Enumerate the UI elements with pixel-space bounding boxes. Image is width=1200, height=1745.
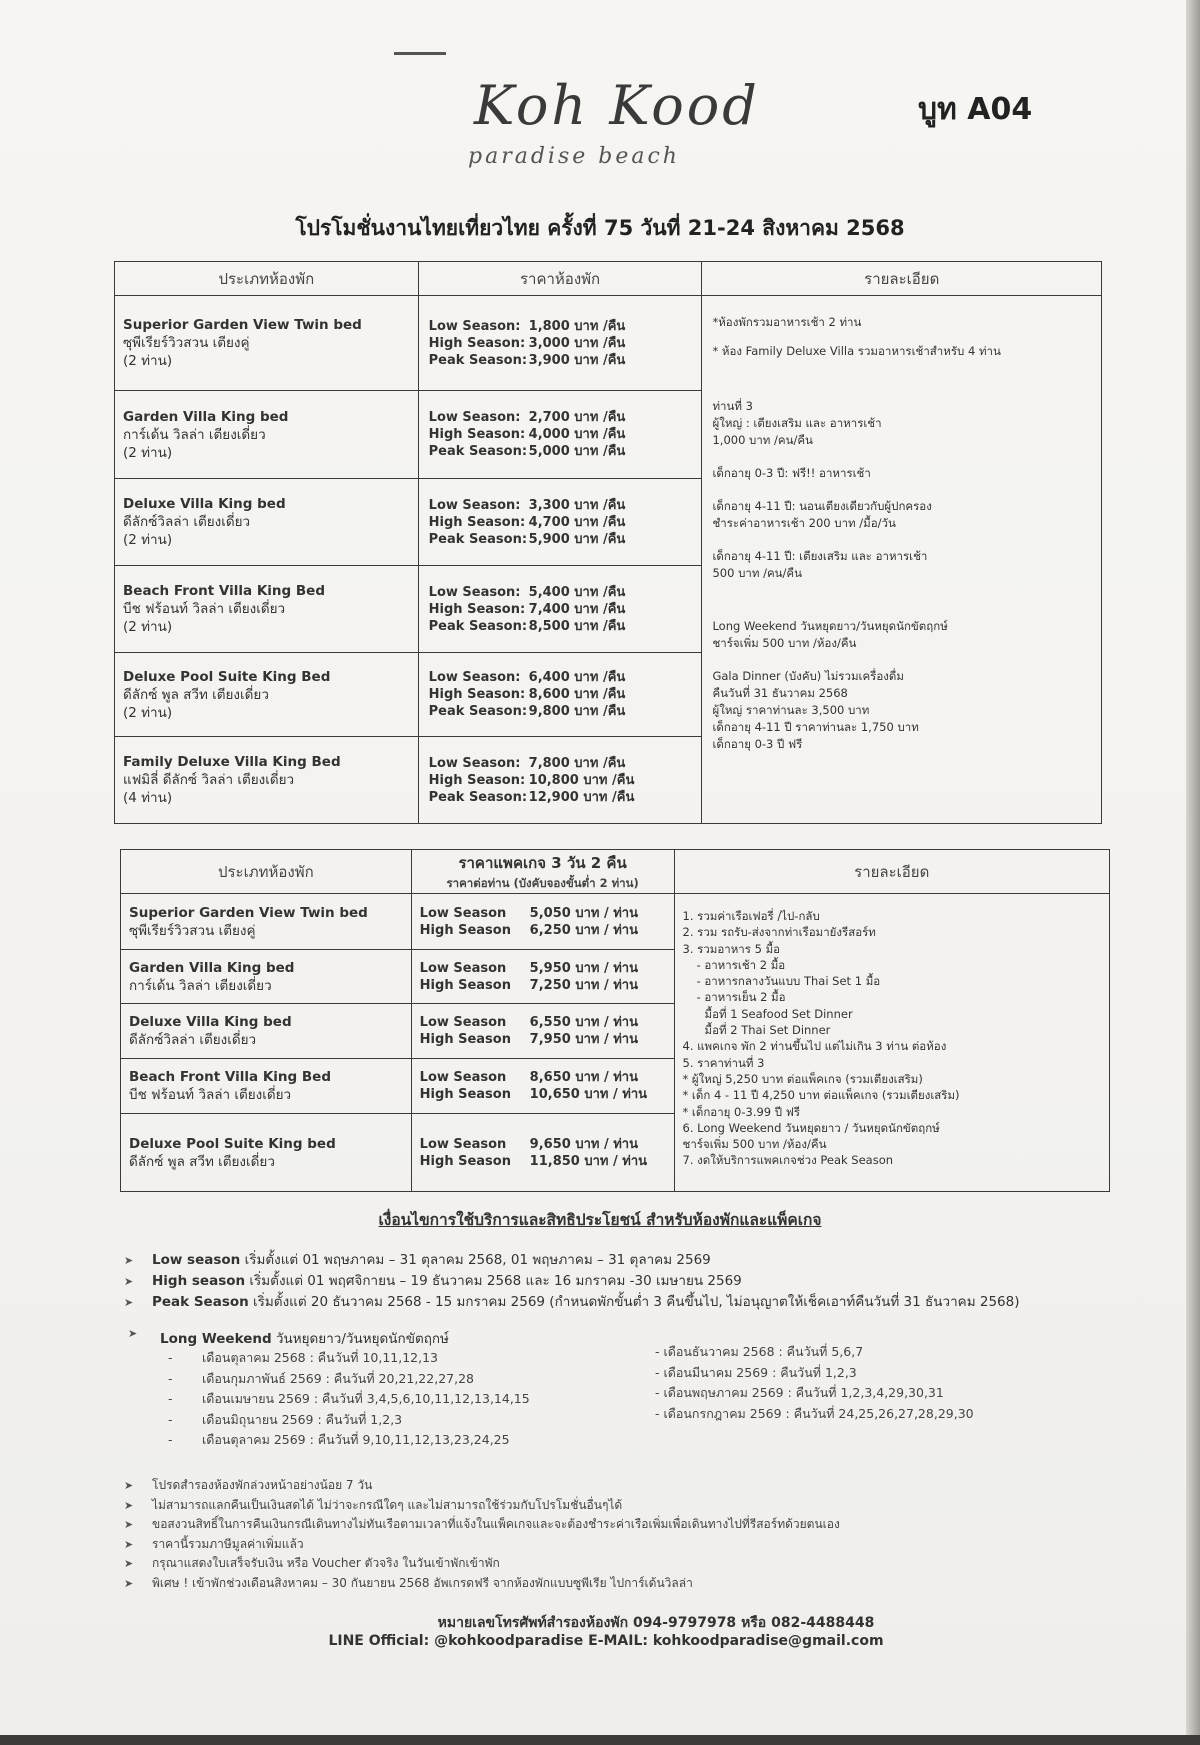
room-name-en: Garden Villa King bed	[123, 408, 289, 425]
list-item: - เดือนกรกฎาคม 2569 : คืนวันที่ 24,25,26,27,28,29,30	[655, 1405, 974, 1421]
season-label: Peak Season:	[428, 618, 528, 634]
detail-line: มื้อที่ 2 Thai Set Dinner	[704, 1023, 831, 1038]
detail-line: คืนวันที่ 31 ธันวาคม 2568	[712, 686, 848, 700]
room-guests: (2 ท่าน)	[123, 704, 173, 721]
price-value: 7,400 บาท /คืน	[528, 601, 626, 617]
price-value: 7,800 บาท /คืน	[528, 755, 626, 771]
season-label: Peak Season:	[428, 531, 528, 547]
room-name-en: Beach Front Villa King Bed	[123, 583, 325, 599]
booth-number: บูท A04	[918, 92, 1033, 127]
contact-online-line	[0, 1633, 1200, 1649]
season-label: High Season	[419, 1153, 511, 1169]
room-price-cell	[418, 653, 702, 737]
season-label: Low Season:	[428, 410, 521, 425]
room-name-th: ดีลักซ์ พูล สวีท เตียงเดี่ยว	[123, 686, 269, 703]
price-value: 8,600 บาท /คืน	[528, 687, 626, 702]
price-value: 10,650 บาท / ท่าน	[529, 1087, 648, 1102]
detail-line: เด็กอายุ 4-11 ปี: เตียงเสริม และ อาหารเช้า	[712, 549, 928, 563]
price-value: 3,000 บาท /คืน	[528, 335, 626, 351]
detail-line: * ห้อง Family Deluxe Villa รวมอาหารเช้าสำหรับ 4 ท่าน	[712, 344, 1001, 358]
list-item	[124, 1292, 1020, 1313]
detail-line: เด็กอายุ 0-3 ปี ฟรี	[712, 737, 803, 751]
detail-line: 2. รวม รถรับ-ส่งจากท่าเรือมายังรีสอร์ท	[682, 925, 876, 940]
season-label: High Season:	[428, 601, 526, 617]
room-name-en: Deluxe Pool Suite King bed	[129, 1135, 336, 1152]
season-name: Peak Season	[152, 1294, 249, 1310]
list-item: - เดือนพฤษภาคม 2569 : คืนวันที่ 1,2,3,4,29,30,31	[655, 1385, 944, 1400]
room-name-en: Family Deluxe Villa King Bed	[123, 754, 341, 770]
price-value: 7,950 บาท / ท่าน	[529, 1032, 638, 1047]
season-label: High Season:	[428, 772, 526, 788]
detail-line: * ผู้ใหญ่ 5,250 บาท ต่อแพ็คเกจ (รวมเตียงเสริม)	[682, 1071, 923, 1086]
room-name-th: ซุพีเรียร์วิวสวน เตียงคู่	[129, 922, 256, 939]
price-value: 6,250 บาท / ท่าน	[529, 922, 638, 938]
long-weekend-label: Long Weekend	[160, 1331, 272, 1347]
room-name-th: ดีลักซ์วิลล่า เตียงเดี่ยว	[129, 1032, 257, 1048]
scan-bottom-edge	[0, 1735, 1200, 1745]
room-guests: (2 ท่าน)	[123, 532, 173, 548]
room-name-en: Superior Garden View Twin bed	[129, 904, 368, 921]
room-name-en: Deluxe Pool Suite King Bed	[123, 668, 331, 685]
price-value: 4,000 บาท /คืน	[528, 427, 626, 442]
table-header-row	[115, 262, 1102, 296]
price-value: 1,800 บาท /คืน	[528, 318, 626, 334]
price-value: 8,650 บาท / ท่าน	[529, 1070, 638, 1085]
season-label: Low Season:	[428, 670, 521, 685]
season-label: High Season:	[428, 335, 526, 351]
season-name: Low season	[152, 1252, 241, 1268]
list-item: ➤ กรุณาแสดงใบเสร็จรับเงิน หรือ Voucher ตัวจริง ในวันเข้าพักเข้าพัก	[124, 1554, 840, 1574]
list-item: - เดือนมิถุนายน 2569 : คืนวันที่ 1,2,3	[168, 1410, 530, 1431]
room-name-cell	[121, 950, 412, 1004]
price-value: 5,000 บาท /คืน	[528, 444, 626, 459]
detail-line: ผู้ใหญ่ ราคาท่านละ 3,500 บาท	[712, 703, 870, 717]
season-label: Low Season:	[428, 318, 521, 334]
season-label: Low Season:	[428, 497, 521, 513]
room-name-cell	[121, 1004, 412, 1059]
email-address[interactable]: kohkoodparadise@gmail.com	[652, 1633, 884, 1649]
room-name-cell	[115, 296, 419, 391]
room-price-cell	[418, 296, 702, 391]
terms-notes	[124, 1476, 840, 1593]
price-value: 5,950 บาท / ท่าน	[529, 960, 638, 976]
price-value: 7,250 บาท / ท่าน	[529, 977, 638, 993]
package-price-cell	[411, 1004, 674, 1059]
season-list	[124, 1250, 1020, 1313]
line-official-id[interactable]: LINE Official: @kohkoodparadise	[328, 1633, 584, 1649]
room-guests: (2 ท่าน)	[123, 444, 173, 461]
detail-line: 3. รวมอาหาร 5 มื้อ	[682, 941, 781, 956]
detail-line: เด็กอายุ 0-3 ปี: ฟรี!! อาหารเช้า	[712, 466, 871, 480]
detail-line: 1. รวมค่าเรือเฟอรี่ /ไป-กลับ	[682, 909, 820, 923]
detail-line: * เด็ก 4 - 11 ปี 4,250 บาท ต่อแพ็คเกจ (รวมเตียงเสริม)	[682, 1088, 960, 1103]
detail-line: 5. ราคาท่านที่ 3	[682, 1055, 765, 1070]
season-label: High Season:	[428, 427, 526, 442]
price-value: 9,800 บาท /คืน	[528, 704, 626, 719]
detail-line: *ห้องพักรวมอาหารเช้า 2 ท่าน	[712, 315, 862, 329]
room-name-th: ดีลักซ์ พูล สวีท เตียงเดี่ยว	[129, 1153, 275, 1170]
list-item: - เดือนธันวาคม 2568 : คืนวันที่ 5,6,7	[655, 1344, 864, 1359]
detail-line: 500 บาท /คน/คืน	[712, 566, 802, 580]
package-price-cell	[411, 950, 674, 1004]
detail-line: 1,000 บาท /คน/คืน	[712, 433, 813, 447]
room-guests: (4 ท่าน)	[123, 790, 173, 806]
list-item: - เดือนตุลาคม 2569 : คืนวันที่ 9,10,11,12,13,23,24,25	[168, 1430, 530, 1451]
list-item: - เดือนกุมภาพันธ์ 2569 : คืนวันที่ 20,21,22,27,28	[168, 1369, 530, 1390]
room-name-en: Beach Front Villa King Bed	[129, 1069, 331, 1085]
package-price-table	[120, 849, 1110, 1192]
detail-line: - อาหารเย็น 2 มื้อ	[696, 990, 786, 1005]
detail-line: 6. Long Weekend วันหยุดยาว / วันหยุดนักขัตฤกษ์	[682, 1120, 940, 1135]
room-price-cell	[418, 566, 702, 653]
season-label: High Season:	[428, 687, 526, 702]
detail-line: ท่านที่ 3	[712, 399, 753, 413]
col-package-price	[411, 850, 674, 894]
price-value: 6,400 บาท /คืน	[528, 670, 626, 685]
list-item: - เดือนเมษายน 2569 : คืนวันที่ 3,4,5,6,10,11,12,13,14,15	[168, 1389, 530, 1410]
conditions-title: เงื่อนไขการใช้บริการและสิทธิประโยชน์ สำหรับห้องพักและแพ็คเกจ	[378, 1211, 822, 1229]
price-value: 8,500 บาท /คืน	[528, 618, 626, 634]
room-details-cell	[702, 296, 1102, 824]
season-label: Peak Season:	[428, 444, 528, 459]
long-weekend-title	[128, 1327, 449, 1349]
col-room-type: ประเภทห้องพัก	[121, 850, 412, 894]
season-label: Low Season:	[428, 755, 521, 771]
room-price-table	[114, 261, 1102, 824]
room-name-en: Superior Garden View Twin bed	[123, 317, 362, 333]
room-name-th: บีช ฟร้อนท์ วิลล่า เตียงเดี่ยว	[129, 1087, 292, 1103]
season-label: Peak Season:	[428, 704, 528, 719]
season-dates: เริ่มตั้งแต่ 01 พฤศจิกายน – 19 ธันวาคม 2568 และ 16 มกราคม -30 เมษายน 2569	[249, 1273, 742, 1289]
resort-logo	[462, 74, 762, 184]
price-value: 6,550 บาท / ท่าน	[529, 1015, 638, 1030]
room-price-cell	[418, 391, 702, 479]
price-value: 5,050 บาท / ท่าน	[529, 905, 638, 921]
room-name-cell	[115, 391, 419, 479]
price-value: 5,900 บาท /คืน	[528, 531, 626, 547]
list-item	[124, 1271, 1020, 1292]
season-label: Low Season	[419, 1070, 507, 1085]
col-details: รายละเอียด	[702, 262, 1102, 296]
long-weekend-sub: วันหยุดยาว/วันหยุดนักขัตฤกษ์	[275, 1331, 449, 1347]
price-value: 2,700 บาท /คืน	[528, 410, 626, 425]
price-value: 12,900 บาท /คืน	[528, 789, 635, 805]
season-label: High Season:	[428, 514, 526, 530]
price-value: 11,850 บาท / ท่าน	[529, 1153, 648, 1169]
list-item: ➤ ไม่สามารถแลกคืนเป็นเงินสดได้ ไม่ว่าจะกรณีใดๆ และไม่สามารถใช้ร่วมกับโปรโมชั่นอื่นๆได้	[124, 1496, 840, 1516]
season-label: Low Season	[419, 1136, 507, 1152]
price-value: 4,700 บาท /คืน	[528, 514, 626, 530]
detail-line: * เด็กอายุ 0-3.99 ปี ฟรี	[682, 1104, 801, 1119]
price-value: 3,900 บาท /คืน	[528, 352, 626, 368]
email-label: E-MAIL:	[588, 1633, 648, 1649]
room-name-th: ซุพีเรียร์วิวสวน เตียงคู่	[123, 335, 250, 351]
room-name-cell	[115, 653, 419, 737]
price-value: 5,400 บาท /คืน	[528, 584, 626, 600]
season-label: Peak Season:	[428, 789, 528, 805]
price-value: 3,300 บาท /คืน	[528, 497, 626, 513]
room-name-th: ดีลักซ์วิลล่า เตียงเดี่ยว	[123, 514, 251, 530]
room-price-cell	[418, 479, 702, 566]
season-label: Low Season	[419, 1015, 507, 1030]
table-row	[115, 296, 1102, 391]
room-guests: (2 ท่าน)	[123, 619, 173, 635]
col-room-price: ราคาห้องพัก	[418, 262, 702, 296]
room-name-en: Deluxe Villa King bed	[129, 1014, 292, 1030]
season-label: High Season	[419, 977, 511, 993]
col-details: รายละเอียด	[674, 850, 1109, 894]
pen-mark	[394, 52, 446, 55]
phone-label: หมายเลขโทรศัพท์สำรองห้องพัก	[437, 1615, 629, 1631]
paper-edge-shadow	[1186, 0, 1200, 1745]
price-value: 9,650 บาท / ท่าน	[529, 1136, 638, 1152]
room-guests: (2 ท่าน)	[123, 353, 173, 369]
room-name-en: Garden Villa King bed	[129, 959, 295, 976]
detail-line: ผู้ใหญ่ : เตียงเสริม และ อาหารเช้า	[712, 416, 882, 430]
detail-line: มื้อที่ 1 Seafood Set Dinner	[704, 1006, 853, 1021]
logo-wordmark: Koh Kood	[474, 74, 760, 137]
package-price-cell	[411, 1114, 674, 1192]
room-name-cell	[121, 1114, 412, 1192]
promo-title: โปรโมชั่นงานไทยเที่ยวไทย ครั้งที่ 75 วันที่ 21-24 สิงหาคม 2568	[295, 216, 905, 240]
season-label: Peak Season:	[428, 352, 528, 368]
col-room-type: ประเภทห้องพัก	[115, 262, 419, 296]
package-price-subheading: ราคาต่อท่าน (บังคับจองขั้นต่ำ 2 ท่าน)	[446, 875, 639, 890]
season-label: Low Season	[419, 905, 507, 921]
detail-line: - อาหารเช้า 2 มื้อ	[696, 957, 786, 972]
table-header-row	[121, 850, 1110, 894]
season-label: High Season	[419, 1087, 511, 1102]
room-name-cell	[121, 1059, 412, 1114]
phone-or: หรือ	[741, 1615, 767, 1631]
detail-line: Gala Dinner (บังคับ) ไม่รวมเครื่องดื่ม	[712, 669, 904, 683]
detail-line: Long Weekend วันหยุดยาว/วันหยุดนักขัตฤกษ์	[712, 619, 948, 633]
detail-line: - อาหารกลางวันแบบ Thai Set 1 มื้อ	[696, 974, 881, 989]
room-name-th: แฟมิลี่ ดีลักซ์ วิลล่า เตียงเดี่ยว	[123, 772, 295, 788]
detail-line: ชำระค่าอาหารเช้า 200 บาท /มื้อ/วัน	[712, 516, 896, 530]
room-name-cell	[115, 737, 419, 824]
contact-phone-line	[0, 1612, 1200, 1634]
price-value: 10,800 บาท /คืน	[528, 772, 635, 788]
package-price-cell	[411, 894, 674, 950]
detail-line: 4. แพคเกจ พัก 2 ท่านขึ้นไป แต่ไม่เกิน 3 ท่าน ต่อห้อง	[682, 1039, 947, 1054]
list-item: ➤ ราคานี้รวมภาษีมูลค่าเพิ่มแล้ว	[124, 1535, 840, 1555]
room-name-th: การ์เด้น วิลล่า เตียงเดี่ยว	[129, 977, 272, 994]
room-name-cell	[115, 479, 419, 566]
list-item: ➤ พิเศษ ! เข้าพักช่วงเดือนสิงหาคม – 30 กันยายน 2568 อัพเกรดฟรี จากห้องพักแบบซูพีเรีย ไปการ์เด้นวิลล่า	[124, 1574, 840, 1594]
phone-number-alt[interactable]: 082-4488448	[771, 1615, 875, 1631]
room-name-en: Deluxe Villa King bed	[123, 496, 286, 512]
long-weekend-dates-left	[168, 1348, 530, 1451]
season-label: Low Season:	[428, 584, 521, 600]
detail-line: เด็กอายุ 4-11 ปี: นอนเตียงเดียวกับผู้ปกครอง	[712, 499, 932, 513]
long-weekend-dates-right	[655, 1342, 974, 1424]
package-price-cell	[411, 1059, 674, 1114]
logo-tagline: paradise beach	[468, 144, 680, 169]
phone-number[interactable]: 094-9797978	[632, 1615, 737, 1631]
season-dates: เริ่มตั้งแต่ 01 พฤษภาคม – 31 ตุลาคม 2568, 01 พฤษภาคม – 31 ตุลาคม 2569	[244, 1252, 711, 1268]
room-name-cell	[115, 566, 419, 653]
room-name-cell	[121, 894, 412, 950]
detail-line: ชาร์จเพิ่ม 500 บาท /ห้อง/คืน	[712, 636, 857, 650]
season-name: High season	[152, 1273, 246, 1289]
detail-line: เด็กอายุ 4-11 ปี ราคาท่านละ 1,750 บาท	[712, 720, 919, 734]
season-label: High Season	[419, 922, 511, 938]
room-price-cell	[418, 737, 702, 824]
season-dates: เริ่มตั้งแต่ 20 ธันวาคม 2568 - 15 มกราคม 2569 (กำหนดพักขั้นต่ำ 3 คืนขึ้นไป, ไม่อนุญาตให้เช็คเอาท์คืนวันที่ 31 ธันวาคม 2568)	[253, 1294, 1020, 1310]
list-item: ➤ ขอสงวนสิทธิ์ในการคืนเงินกรณีเดินทางไม่ทันเรือตามเวลาที่แจ้งในแพ็คเกจและจะต้องชำระค่าเรือเพิ่มเพื่อเดินทางไปที่รีสอร์ทด้วยตนเอง	[124, 1515, 840, 1535]
season-label: High Season	[419, 1032, 511, 1047]
list-item: - เดือนตุลาคม 2568 : คืนวันที่ 10,11,12,13	[168, 1348, 530, 1369]
detail-line: ชาร์จเพิ่ม 500 บาท /ห้อง/คืน	[682, 1137, 827, 1152]
package-price-heading: ราคาแพคเกจ 3 วัน 2 คืน	[458, 853, 627, 872]
table-row	[121, 894, 1110, 950]
detail-line: 7. งดให้บริการแพคเกจช่วง Peak Season	[682, 1153, 894, 1168]
package-details-cell	[674, 894, 1109, 1192]
list-item: ➤ โปรดสำรองห้องพักล่วงหน้าอย่างน้อย 7 วัน	[124, 1476, 840, 1496]
list-item: - เดือนมีนาคม 2569 : คืนวันที่ 1,2,3	[655, 1364, 857, 1380]
room-name-th: การ์เด้น วิลล่า เตียงเดี่ยว	[123, 426, 266, 443]
room-name-th: บีช ฟร้อนท์ วิลล่า เตียงเดี่ยว	[123, 601, 286, 617]
list-item	[124, 1250, 1020, 1271]
season-label: Low Season	[419, 960, 507, 976]
